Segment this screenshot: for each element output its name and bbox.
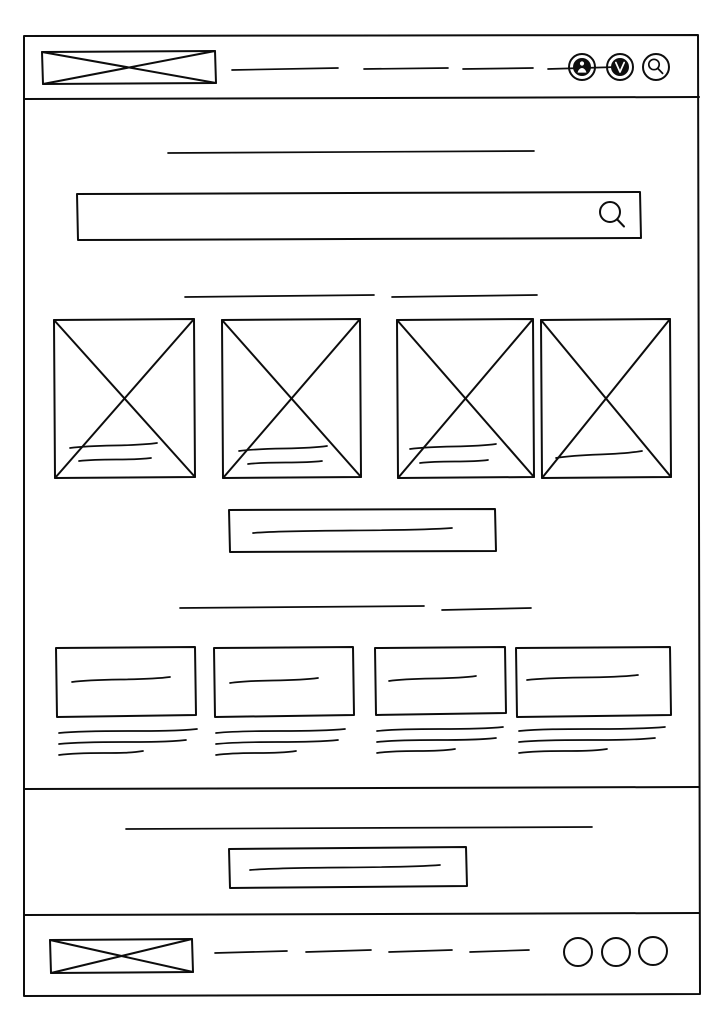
footer-nav-item-2 xyxy=(306,950,371,952)
hero-heading xyxy=(168,151,534,153)
search-icon[interactable] xyxy=(600,202,624,227)
promo-divider-top xyxy=(25,787,699,789)
gallery-card-1[interactable] xyxy=(54,319,195,478)
footer-logo[interactable] xyxy=(50,939,193,973)
gallery-section xyxy=(54,295,671,552)
footer-nav[interactable] xyxy=(215,950,529,953)
header-nav-item-2 xyxy=(364,68,448,69)
header-icon-group[interactable] xyxy=(569,54,669,80)
hero-search-field[interactable] xyxy=(77,192,641,240)
social-circle-2 xyxy=(602,938,630,966)
header-bar xyxy=(25,51,699,99)
article-card-3[interactable] xyxy=(375,647,506,753)
footer-nav-item-4 xyxy=(470,950,529,952)
article-card-1[interactable] xyxy=(56,647,197,755)
promo-divider-bottom xyxy=(25,913,699,915)
article-card-2[interactable] xyxy=(214,647,354,755)
gallery-card-4[interactable] xyxy=(541,319,671,478)
gallery-card-2[interactable] xyxy=(222,319,361,478)
articles-heading xyxy=(180,606,424,608)
promo-section xyxy=(25,787,699,915)
footer-bar xyxy=(50,937,667,973)
social-circle-3 xyxy=(639,937,667,965)
hero-section xyxy=(77,151,641,240)
header-nav-item-3 xyxy=(463,68,533,69)
gallery-subheading xyxy=(392,295,537,297)
promo-heading xyxy=(126,827,592,829)
header-nav[interactable] xyxy=(232,67,617,70)
page-frame xyxy=(24,35,700,996)
cta-button-2[interactable] xyxy=(229,847,467,888)
articles-subheading xyxy=(442,608,531,610)
cta-button-1[interactable] xyxy=(229,509,496,552)
search-icon[interactable] xyxy=(643,54,669,80)
social-circle-1 xyxy=(564,938,592,966)
gallery-card-3[interactable] xyxy=(397,319,534,478)
article-card-4[interactable] xyxy=(516,647,671,753)
footer-social-group[interactable] xyxy=(564,937,667,966)
header-nav-item-1 xyxy=(232,68,338,70)
footer-nav-item-3 xyxy=(389,950,452,952)
footer-nav-item-1 xyxy=(215,951,287,953)
header-logo[interactable] xyxy=(42,51,216,84)
gallery-heading xyxy=(185,295,374,297)
articles-section xyxy=(56,606,671,755)
